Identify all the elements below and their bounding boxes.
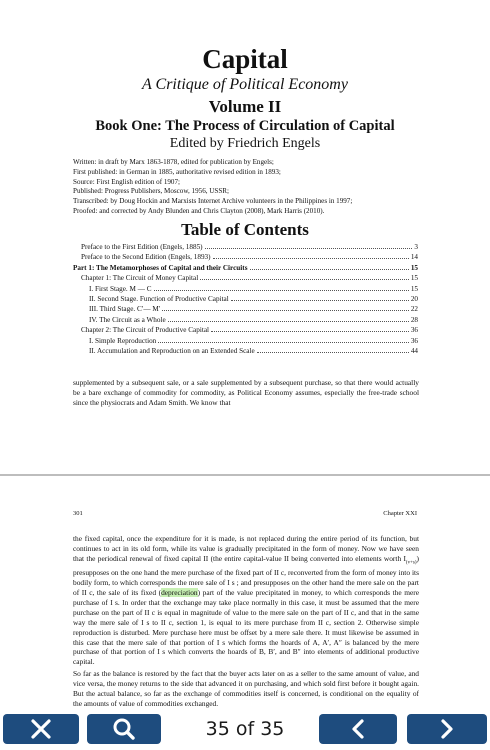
meta-line: Published: Progress Publishers, Moscow, 1956, USSR; [73,187,230,196]
toc-entry-page: 15 [410,284,418,293]
toc-leader-dots [257,347,409,353]
toc-entry[interactable] [73,325,418,335]
toc-entry-page: 28 [410,315,418,324]
toc-entry[interactable] [73,304,418,314]
toc-entry[interactable] [73,284,418,294]
toc-entry-page: 14 [410,253,418,262]
toc-leader-dots [205,243,413,249]
text-run: ) part of the value precipitated in money, to which corresponds the mere purchase of I s. In order that the exchange may take place normally in this case, it must be assumed that the mere purchase on the part of II c is equal in magnitude of value to the mere sale on the part of II c, and that in the same way the mere sale of I s to II c, section 1, is equal to its mere purchase from II c, section 2. Otherwise simple reproduction is disturbed. Mere purchase here must be offset by a mere sale there. It must likewise be assumed in this case that the mere sale of that portion of I s which forms the hoards of A, A′, A″ is balanced by the mere purchase of that portion of I s which converts the hoards of B, B′, and B″ into elements of additional productive capital. [73,588,419,667]
toc-entry[interactable] [73,315,418,325]
meta-line: Written: in draft by Marx 1863-1878, edited for publication by Engels; [73,158,274,166]
toc-entry-label: Chapter 1: The Circuit of Money Capital [81,274,199,283]
page-number: 301 [73,510,83,517]
toc-entry[interactable] [73,242,418,252]
toc-leader-dots [213,253,409,259]
search-button[interactable] [87,714,161,744]
toc-entry-label: II. Accumulation and Reproduction on an Extended Scale [89,346,255,355]
toc-entry-label: Part 1: The Metamorphoses of Capital and their Circuits [73,263,248,272]
toc-entry-label: IV. The Circuit as a Whole [89,315,166,324]
subscript: (v+s) [405,560,417,566]
toc-leader-dots [162,305,409,311]
publication-meta [73,158,433,217]
meta-line: First published: in German in 1885, authoritative revised edition in 1893; [73,167,281,176]
toc-entry-page: 15 [410,274,418,283]
toc-entry[interactable] [73,252,418,262]
toc-entry-label: II. Second Stage. Function of Productive Capital [89,294,229,303]
body-paragraph [73,534,419,667]
toc-entry-page: 15 [410,263,418,272]
page-body [73,534,419,711]
bottom-toolbar [0,710,490,750]
running-header-chapter: Chapter XXI [383,510,417,517]
previous-result-button[interactable] [319,714,397,744]
close-icon [30,718,52,740]
toc-entry-page: 36 [410,336,418,345]
toc-entry-label: I. Simple Reproduction [89,336,157,345]
chevron-right-icon [438,718,456,740]
table-of-contents [73,242,418,356]
overlapping-text-paragraph: supplemented by a subsequent sale, or a sale supplemented by a subsequent purchase, so that there would actually be a bare exchange of commodity for commodity, as Political Economy assumes, especially the free-trade school since the physiocrats and Adam Smith. We know that [73,378,419,408]
text-run: ) presupposes on the one hand the mere purchase of the fixed part of II c, reconverted from the form of money into its bodily form, to which corresponds the mere sale of I s ; and presupposes on the other hand the mere sale on the part of II c, the sale of its fixed ( [73,553,419,597]
toc-entry-page: 44 [410,346,418,355]
toc-entry-page: 36 [410,326,418,335]
toc-entry[interactable] [73,294,418,304]
meta-line: Source: First English edition of 1907; [73,177,180,186]
toc-entry[interactable] [73,263,418,273]
close-button[interactable] [3,714,79,744]
toc-entry[interactable] [73,336,418,346]
chevron-left-icon [349,718,367,740]
toc-entry-label: III. Third Stage. C′— M′ [89,305,161,314]
toc-leader-dots [168,316,409,322]
toc-leader-dots [158,337,409,343]
toc-entry-label: Chapter 2: The Circuit of Productive Capital [81,326,210,335]
editor-line: Edited by Friedrich Engels [169,136,321,151]
toc-entry[interactable] [73,273,418,283]
toc-leader-dots [250,264,409,270]
toc-entry[interactable] [73,346,418,356]
book-title: Capital [202,44,288,74]
toc-entry-page: 3 [414,243,418,251]
volume-heading: Volume II [208,97,282,116]
toc-leader-dots [231,295,409,301]
meta-line: Proofed: and corrected by Andy Blunden and Chris Clayton (2008), Mark Harris (2010). [73,206,325,215]
search-highlight[interactable]: depreciation [161,588,198,597]
toc-entry-page: 20 [410,294,418,303]
next-result-button[interactable] [407,714,487,744]
toc-leader-dots [211,326,409,332]
book-subtitle: A Critique of Political Economy [142,76,348,93]
toc-entry-page: 22 [410,305,418,314]
toc-entry-label: I. First Stage. M — C [89,284,152,293]
body-paragraph: So far as the balance is restored by the fact that the buyer acts later on as a seller to the same amount of value, and vice versa, the money returns to the side that advanced it on purchasing, and which sold first before it bought again. But the actual balance, so far as the exchange of commodities itself is concerned, is conditional on the equality of the amounts of value of commodities exchanged. [73,669,419,708]
book-heading: Book One: The Process of Circulation of Capital [95,118,395,134]
toc-entry-label: Preface to the First Edition (Engels, 1885) [81,243,203,251]
search-icon [112,717,136,741]
toc-heading: Table of Contents [181,220,309,239]
text-run: the fixed capital, once the expenditure for it is made, is not replaced during the entire period of its function, but continues to act in its old form, while its value is gradually precipitated in the form of money. Now we have seen that the periodical renewal of fixed capital II (the entire capital-value II being converted into elements worth I [73,534,419,563]
meta-line: Transcribed: by Doug Hockin and Marxists Internet Archive volunteers in the Philippines in 1997; [73,197,353,206]
toc-leader-dots [200,274,409,280]
page-counter: 35 of 35 [205,718,285,740]
document-page-bottom [0,476,490,750]
toc-leader-dots [154,285,409,291]
toc-entry-label: Preface to the Second Edition (Engels, 1893) [81,253,211,262]
